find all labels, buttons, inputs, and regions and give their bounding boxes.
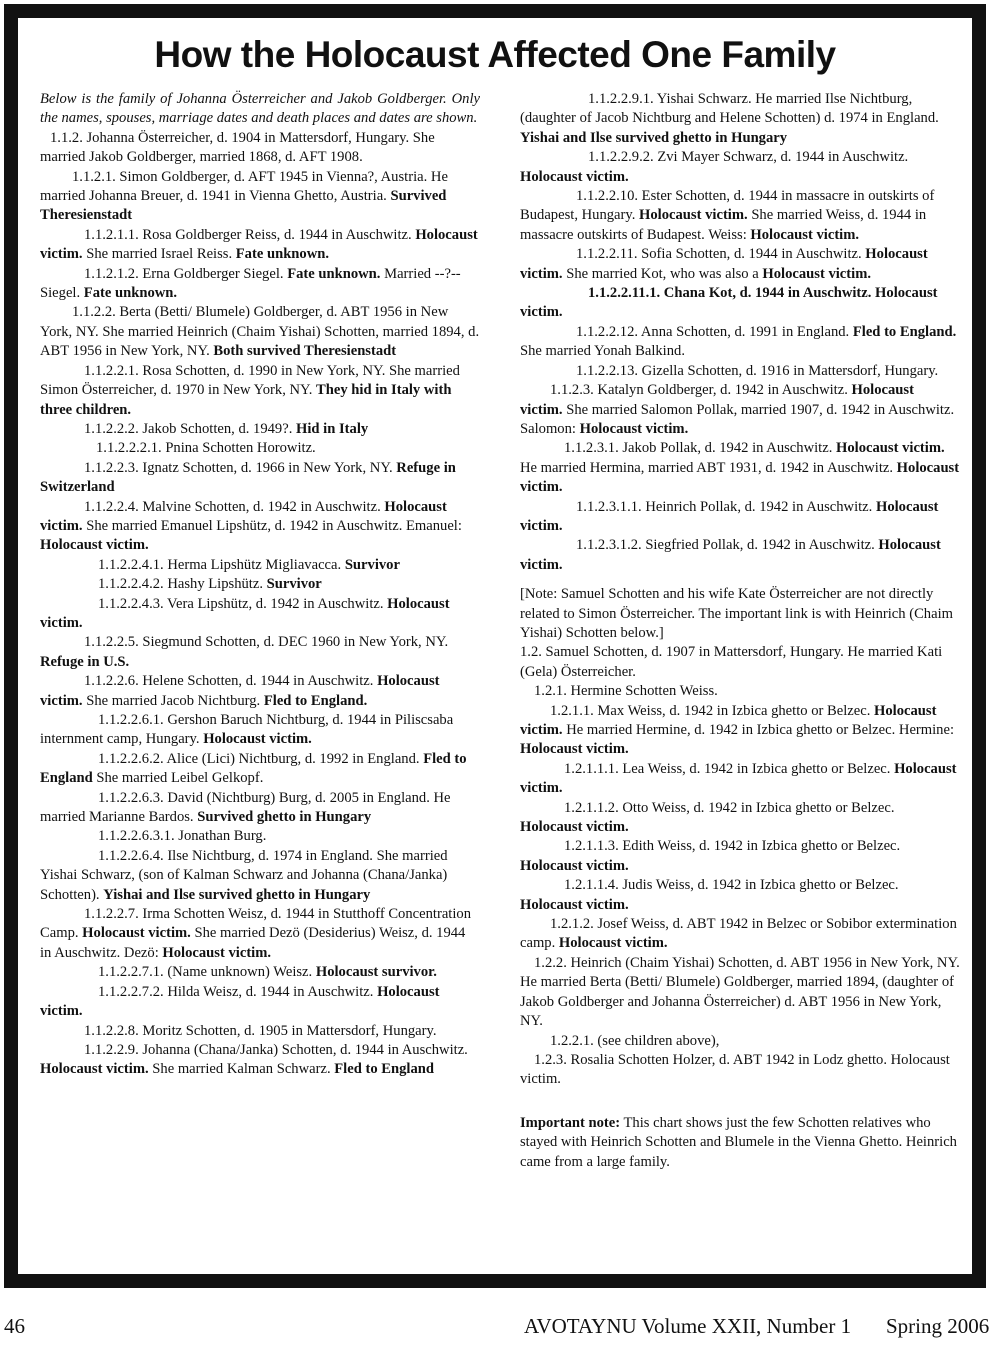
entry-text: 1.1.2.2. Berta (Betti/ Blumele) Goldberger, d. ABT 1956 in New York, NY. She married Heinrich (Chaim Yishai) Schotten, married 1894, d. ABT 1956 in New York, NY.	[40, 304, 480, 360]
genealogy-entry	[40, 303, 480, 361]
entry-text: 1.1.2.2.7.2. Hilda Weisz, d. 1944 in Auschwitz.	[98, 983, 378, 1000]
genealogy-entry	[40, 439, 480, 458]
entry-fate: Holocaust victim.	[40, 498, 447, 534]
entry-fate: Holocaust victim.	[520, 702, 937, 738]
entry-text: 1.2. Samuel Schotten, d. 1907 in Mattersdorf, Hungary. He married Kati (Gela) Österreicher.	[520, 644, 943, 680]
entry-text: 1.1.2.2.6.1. Gershon Baruch Nichtburg, d. 1944 in Piliscsaba internment camp, Hungary.	[40, 712, 454, 748]
entry-text: 1.1.2.3.1.1. Heinrich Pollak, d. 1942 in Auschwitz.	[576, 498, 876, 515]
genealogy-entry	[520, 876, 960, 915]
genealogy-entry	[40, 750, 480, 789]
entry-text: 1.1.2.1.2. Erna Goldberger Siegel.	[84, 265, 288, 282]
entry-text: 1.1.2.2.4.1. Herma Lipshütz Migliavacca.	[98, 556, 345, 573]
entry-fate: Refuge in U.S.	[40, 653, 130, 670]
page-border	[4, 4, 986, 1288]
genealogy-entry	[520, 1032, 960, 1051]
entry-text: She married Weiss, d. 1944 in massacre outskirts of Budapest. Weiss:	[520, 207, 927, 243]
genealogy-entry	[520, 915, 960, 954]
entry-fate: Holocaust victim.	[520, 741, 629, 758]
entry-text: 1.1.2.2.1. Rosa Schotten, d. 1990 in New York, NY. She married Simon Österreicher, d. 1970 in New York, NY.	[40, 362, 460, 399]
genealogy-entry	[40, 420, 480, 439]
entry-text: 1.2.1.1. Max Weiss, d. 1942 in Izbica ghetto or Belzec.	[550, 702, 875, 719]
entry-text: Married --?-- Siegel.	[40, 265, 461, 302]
article-box	[18, 18, 972, 1274]
entry-text: She married Salomon Pollak, married 1907, d. 1942 in Auschwitz. Salomon:	[520, 401, 955, 437]
entry-fate: Fled to England.	[852, 323, 957, 340]
entry-text: 1.1.2.2.6.2. Alice (Lici) Nichtburg, d. 1992 in England.	[98, 750, 424, 767]
entry-text: 1.1.2.2.8. Moritz Schotten, d. 1905 in Mattersdorf, Hungary.	[84, 1022, 437, 1039]
entry-text: 1.1.2.3.1.2. Siegfried Pollak, d. 1942 in Auschwitz.	[576, 537, 879, 554]
genealogy-entry	[40, 1041, 480, 1080]
genealogy-entry	[40, 633, 480, 672]
entry-text: 1.1.2.2.6.3. David (Nichtburg) Burg, d. 2005 in England. He married Marianne Bardos.	[40, 789, 451, 826]
entry-fate: Holocaust victim.	[40, 595, 450, 631]
genealogy-entry	[520, 536, 960, 575]
entry-fate: Fate unknown.	[83, 285, 178, 302]
genealogy-entry	[40, 905, 480, 963]
entry-text: She married Jacob Nichtburg.	[82, 692, 264, 709]
right-entries	[520, 90, 960, 575]
entry-fate: Holocaust victim.	[162, 944, 272, 961]
important-note	[520, 1114, 960, 1172]
entry-text: He married Hermine, d. 1942 in Izbica ghetto or Belzec. Hermine:	[562, 722, 955, 738]
entry-text: 1.1.2. Johanna Österreicher, d. 1904 in Mattersdorf, Hungary. She married Jakob Goldberger, married 1868, d. AFT 1908.	[40, 129, 435, 166]
entry-text: 1.2.1.1.3. Edith Weiss, d. 1942 in Izbica ghetto or Belzec.	[564, 838, 901, 855]
genealogy-entry	[40, 556, 480, 575]
entry-text: 1.1.2.3. Katalyn Goldberger, d. 1942 in Auschwitz.	[550, 382, 852, 399]
genealogy-entry	[40, 459, 480, 498]
entry-fate: Fate unknown.	[287, 265, 381, 282]
article-title: How the Holocaust Affected One Family	[154, 34, 836, 75]
entry-text: 1.1.2.2.4.3. Vera Lipshütz, d. 1942 in Auschwitz.	[98, 595, 388, 612]
entry-text: 1.1.2.2.7. Irma Schotten Weisz, d. 1944 in Stutthoff Concentration Camp.	[40, 906, 471, 942]
genealogy-entry	[520, 323, 960, 362]
genealogy-entry	[40, 847, 480, 905]
entry-text: 1.1.2.2.4.2. Hashy Lipshütz.	[98, 576, 267, 593]
genealogy-entry	[40, 168, 480, 226]
genealogy-entry	[520, 760, 960, 799]
entry-text: 1.1.2.2.6.4. Ilse Nichtburg, d. 1974 in England. She married Yishai Schwarz, (son of Kalman Schwarz and Johanna (Chana/Janka) Schotten).	[40, 847, 448, 903]
genealogy-entry	[40, 711, 480, 750]
genealogy-entry	[40, 595, 480, 634]
genealogy-entry	[520, 498, 960, 537]
issue-date: Spring 2006	[886, 1314, 990, 1338]
entry-text: She married Emanuel Lipshütz, d. 1942 in Auschwitz. Emanuel:	[82, 517, 462, 534]
entry-fate: Holocaust victim.	[558, 935, 668, 952]
entry-text: 1.2.1.1.1. Lea Weiss, d. 1942 in Izbica ghetto or Belzec.	[564, 760, 895, 777]
entry-text: 1.2.2.1. (see children above),	[550, 1032, 720, 1049]
genealogy-entry	[520, 362, 960, 381]
entry-fate: 1.1.2.2.11.1. Chana Kot, d. 1944 in Auschwitz. Holocaust victim.	[520, 285, 938, 321]
entry-text: 1.1.2.2.6. Helene Schotten, d. 1944 in Auschwitz.	[84, 673, 378, 690]
important-note-text: This chart shows just the few Schotten relatives who stayed with Heinrich Schotten and Blumele in the Vienna Ghetto. Heinrich came from a large family.	[520, 1114, 957, 1170]
entry-fate: Fled to England	[334, 1061, 434, 1078]
entry-fate: Holocaust victim.	[40, 537, 149, 554]
entry-fate: Fled to England.	[263, 692, 368, 709]
genealogy-entry	[520, 148, 960, 187]
entry-fate: They hid in Italy with three children.	[40, 382, 452, 418]
entry-text: She married Israel Reiss.	[82, 246, 236, 263]
genealogy-entry	[520, 1051, 960, 1090]
entry-text: 1.1.2.2.2.1. Pnina Schotten Horowitz.	[96, 440, 316, 457]
entry-fate: Survived ghetto in Hungary	[197, 809, 372, 826]
genealogy-entry	[40, 672, 480, 711]
entry-text: 1.1.2.2.12. Anna Schotten, d. 1991 in England.	[576, 323, 853, 340]
genealogy-entry	[520, 187, 960, 245]
genealogy-entry	[40, 362, 480, 420]
entry-text: 1.1.2.2.11. Sofia Schotten, d. 1944 in Auschwitz.	[576, 246, 866, 263]
entry-fate: Yishai and Ilse survived ghetto in Hungary	[103, 886, 371, 903]
entry-fate: Holocaust victim.	[40, 1061, 149, 1078]
entry-text: She married Dezö (Desiderius) Weisz, d. 1944 in Auschwitz. Dezö:	[40, 925, 466, 961]
genealogy-entry	[520, 439, 960, 497]
genealogy-entry	[520, 90, 960, 148]
genealogy-entry	[40, 827, 480, 846]
entry-text: 1.1.2.2.9.1. Yishai Schwarz. He married Ilse Nichtburg, (daughter of Jacob Nichtburg and Helene Schotten) d. 1974 in England.	[520, 91, 939, 127]
note-text: [Note: Samuel Schotten and his wife Kate Österreicher are not directly related to Simon Österreicher. The important link is with Heinrich (Chaim Yishai) Schotten below.]	[520, 586, 953, 641]
entry-text: 1.1.2.2.6.3.1. Jonathan Burg.	[98, 828, 267, 845]
entry-fate: Holocaust victim.	[40, 983, 440, 1020]
genealogy-entry	[40, 789, 480, 828]
left-entries	[40, 129, 480, 1080]
genealogy-entry	[520, 381, 960, 439]
entry-fate: Holocaust victim.	[520, 168, 629, 185]
journal-name: AVOTAYNU Volume XXII, Number 1	[524, 1314, 852, 1338]
entry-text: 1.1.2.2.9.2. Zvi Mayer Schwarz, d. 1944 in Auschwitz.	[588, 149, 909, 166]
entry-text: 1.2.3. Rosalia Schotten Holzer, d. ABT 1942 in Lodz ghetto. Holocaust victim.	[520, 1051, 950, 1088]
entry-text: 1.2.2. Heinrich (Chaim Yishai) Schotten, d. ABT 1956 in New York, NY. He married Berta (Betti/ Blumele) Goldberger, married 1894, (daughter of Jakob Goldberger and Johanna Österreicher) d. ABT 1956 in New York, NY.	[520, 954, 960, 1030]
entry-text: 1.1.2.2.13. Gizella Schotten, d. 1916 in Mattersdorf, Hungary.	[576, 362, 939, 379]
genealogy-entry	[40, 129, 480, 168]
genealogy-entry	[520, 954, 960, 1032]
entry-text: 1.2.1.1.4. Judis Weiss, d. 1942 in Izbica ghetto or Belzec.	[564, 877, 899, 894]
intro-text: Below is the family of Johanna Österreicher and Jakob Goldberger. Only the names, spouses, marriage dates and death places and dates are shown.	[40, 91, 480, 127]
entry-text: She married Leibel Gelkopf.	[92, 770, 264, 787]
entry-text: 1.2.1.2. Josef Weiss, d. ABT 1942 in Belzec or Sobibor extermination camp.	[520, 916, 957, 952]
entry-fate: Holocaust victim.	[750, 226, 860, 243]
entry-text: She married Kalman Schwarz.	[148, 1061, 335, 1078]
entry-fate: Refuge in Switzerland	[40, 459, 456, 496]
entry-fate: Fate unknown.	[235, 246, 330, 263]
entry-fate: Yishai and Ilse survived ghetto in Hungary	[520, 129, 788, 146]
entry-text: 1.1.2.2.5. Siegmund Schotten, d. DEC 1960 in New York, NY.	[84, 634, 449, 651]
entry-fate: Holocaust victim.	[520, 537, 941, 573]
entry-fate: Holocaust victim.	[520, 857, 629, 874]
genealogy-entry	[520, 837, 960, 876]
genealogy-entry	[520, 799, 960, 838]
entry-fate: Fled to England	[40, 750, 467, 787]
right-entries-2	[520, 643, 960, 1089]
genealogy-entry	[40, 983, 480, 1022]
right-column	[520, 90, 960, 1172]
entry-fate: Holocaust victim.	[579, 420, 689, 437]
genealogy-entry	[520, 245, 960, 284]
entry-fate: Holocaust victim.	[82, 925, 191, 942]
entry-fate: Holocaust victim.	[836, 440, 945, 457]
entry-text: 1.2.1. Hermine Schotten Weiss.	[534, 683, 718, 700]
page-number: 46	[4, 1314, 25, 1338]
entry-text: 1.2.1.1.2. Otto Weiss, d. 1942 in Izbica ghetto or Belzec.	[564, 799, 895, 816]
entry-text: 1.1.2.1. Simon Goldberger, d. AFT 1945 in Vienna?, Austria. He married Johanna Breuer, d. 1941 in Vienna Ghetto, Austria.	[40, 168, 448, 205]
entry-text: 1.1.2.2.2. Jakob Schotten, d. 1949?.	[84, 420, 296, 437]
genealogy-entry	[40, 1022, 480, 1041]
entry-fate: Survived Theresienstadt	[40, 188, 447, 224]
entry-text: 1.1.2.2.9. Johanna (Chana/Janka) Schotten, d. 1944 in Auschwitz.	[84, 1041, 468, 1058]
important-note-label: Important note:	[520, 1114, 621, 1131]
entry-fate: Holocaust victim.	[520, 246, 928, 282]
entry-fate: Holocaust victim.	[203, 731, 312, 748]
entry-fate: Holocaust victim.	[639, 207, 748, 224]
entry-text: She married Kot, who was also a	[562, 265, 763, 282]
entry-fate: Holocaust victim.	[762, 265, 872, 282]
genealogy-entry	[40, 498, 480, 556]
entry-fate: Both survived Theresienstadt	[213, 343, 397, 360]
genealogy-entry	[40, 226, 480, 265]
entry-fate: Holocaust victim.	[520, 459, 960, 496]
entry-text: 1.1.2.2.7.1. (Name unknown) Weisz.	[98, 964, 316, 981]
genealogy-entry	[520, 643, 960, 682]
left-column	[40, 90, 480, 1080]
entry-fate: Holocaust victim.	[520, 896, 629, 913]
entry-fate: Holocaust victim.	[520, 760, 957, 797]
genealogy-entry	[40, 575, 480, 594]
entry-fate: Holocaust victim.	[40, 226, 478, 263]
entry-text: She married Yonah Balkind.	[520, 343, 685, 360]
entry-text: 1.1.2.3.1. Jakob Pollak, d. 1942 in Auschwitz.	[564, 440, 837, 457]
genealogy-entry	[520, 702, 960, 760]
genealogy-entry	[520, 284, 960, 323]
entry-text: 1.1.2.2.4. Malvine Schotten, d. 1942 in Auschwitz.	[84, 498, 385, 515]
entry-fate: Holocaust survivor.	[315, 964, 437, 981]
genealogy-entry	[40, 963, 480, 982]
entry-fate: Holocaust victim.	[40, 673, 440, 709]
entry-text: 1.1.2.1.1. Rosa Goldberger Reiss, d. 1944 in Auschwitz.	[84, 226, 416, 243]
entry-text: 1.1.2.2.10. Ester Schotten, d. 1944 in massacre in outskirts of Budapest, Hungary.	[520, 188, 935, 224]
genealogy-entry	[40, 265, 480, 304]
genealogy-entry	[520, 682, 960, 701]
entry-fate: Holocaust victim.	[520, 498, 939, 534]
entry-text: He married Hermina, married ABT 1931, d. 1942 in Auschwitz.	[520, 459, 897, 476]
entry-fate: Holocaust victim.	[520, 382, 914, 418]
entry-fate: Survivor	[266, 576, 322, 593]
entry-fate: Hid in Italy	[296, 420, 369, 437]
entry-fate: Survivor	[344, 556, 400, 573]
entry-text: 1.1.2.2.3. Ignatz Schotten, d. 1966 in New York, NY.	[84, 459, 397, 476]
entry-fate: Holocaust victim.	[520, 819, 629, 836]
